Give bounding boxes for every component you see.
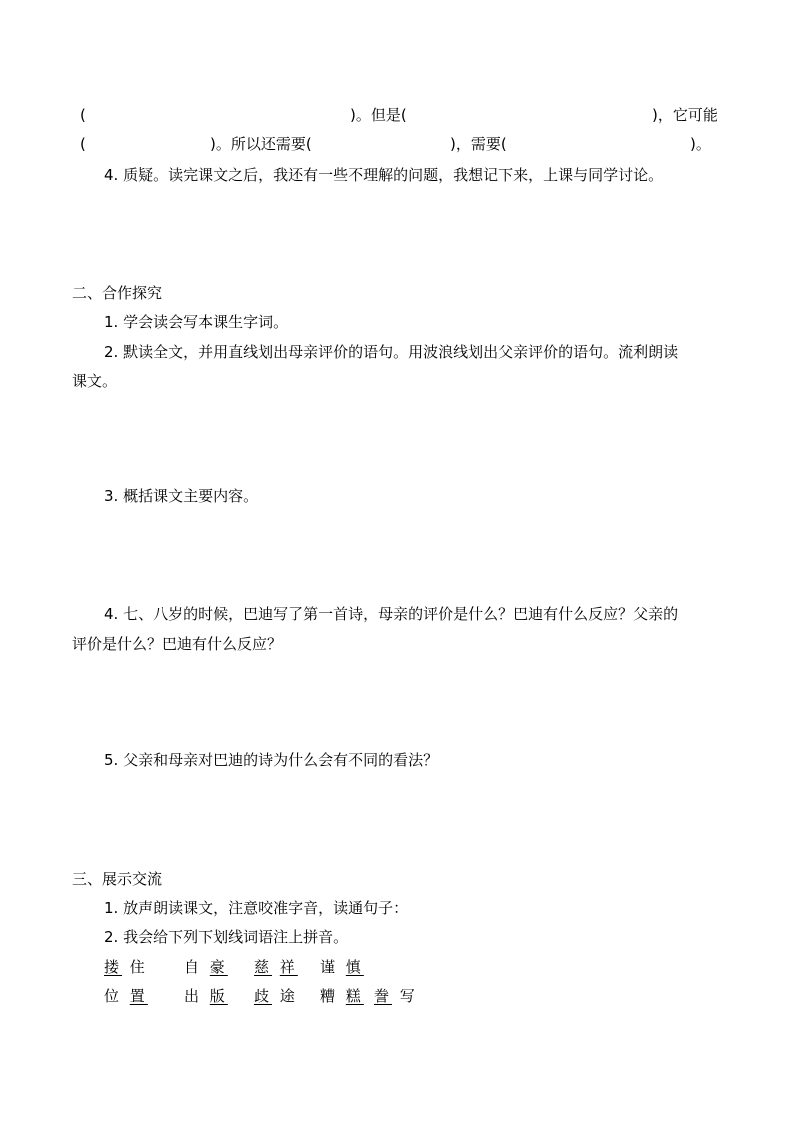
vocab-char: 祥 [279,958,298,976]
vocab-char: 糕 [345,987,364,1005]
section2-item: 5. 父亲和母亲对巴迪的诗为什么会有不同的看法？ [104,751,439,769]
vocab-char: 搂 [104,958,123,976]
section-heading: 二、合作探究 [72,284,163,302]
vocab-word [184,985,228,1006]
vocab-word [320,956,364,977]
section2-item: 2. 默读全文，并用直线划出母亲评价的语句。用波浪线划出父亲评价的语句。流利朗读 [104,343,679,361]
vocab-char: 置 [129,987,148,1005]
blank-need-text: )，需要( [450,135,507,153]
vocab-word [104,985,148,1006]
vocab-word [320,985,364,1006]
question-4-doubt: 4. 质疑。读完课文之后，我还有一些不理解的问题，我想记下来，上课与同学讨论。 [104,166,664,184]
vocab-char: 谨 [320,958,339,976]
section2-item: 4. 七、八岁的时候，巴迪写了第一首诗，母亲的评价是什么？巴迪有什么反应？父亲的 [104,605,679,623]
section2-item: 1. 学会读会写本课生字词。 [104,313,289,331]
vocab-char: 誊 [374,987,393,1005]
blank-may-text: )，它可能 [652,106,718,124]
blank-open-paren: ( [80,135,86,153]
vocab-char: 位 [104,987,123,1005]
vocab-char: 出 [184,987,203,1005]
vocab-word [254,985,298,1006]
section3-item: 1. 放声朗读课文，注意咬准字音，读通句子： [104,899,409,917]
section2-item: 3. 概括课文主要内容。 [104,487,259,505]
blank-end-text: )。 [690,135,711,153]
vocab-char: 版 [209,987,228,1005]
vocab-char: 糟 [320,987,339,1005]
vocab-word [254,956,298,977]
section2-item-continued: 评价是什么？巴迪有什么反应？ [72,635,283,653]
section3-item: 2. 我会给下列下划线词语注上拼音。 [104,928,349,946]
section2-item-continued: 课文。 [72,372,118,390]
vocab-word [374,985,418,1006]
blank-but-text: )。但是( [350,106,407,124]
vocab-char: 途 [279,987,298,1005]
vocab-char: 豪 [209,958,228,976]
blank-open-paren: ( [80,106,86,124]
blank-so-text: )。所以还需要( [210,135,312,153]
vocab-char: 住 [129,958,148,976]
vocab-word [104,956,148,977]
vocab-char: 自 [184,958,203,976]
section-heading: 三、展示交流 [72,870,163,888]
vocab-char: 慈 [254,958,273,976]
vocab-char: 写 [399,987,418,1005]
blank-line-1 [0,105,794,125]
vocab-word [184,956,228,977]
vocab-char: 歧 [254,987,273,1005]
vocab-char: 慎 [345,958,364,976]
blank-line-2 [0,134,794,154]
